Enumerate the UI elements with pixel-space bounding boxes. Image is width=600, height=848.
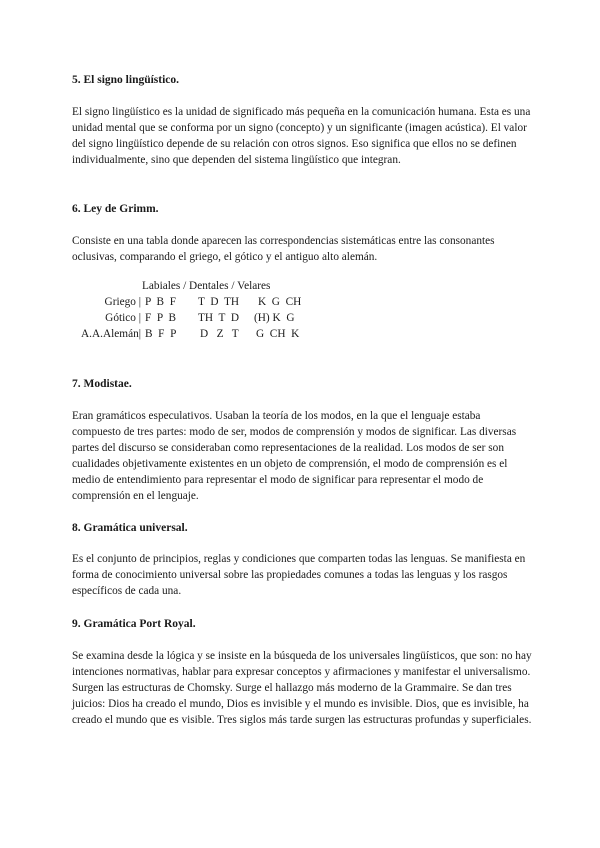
paragraph-modistae: Eran gramáticos especulativos. Usaban la teoría de los modos, en la que el lenguaje estaba compuesto de tres partes: modo de ser, modos de comprensión y modos de significar. Las diversas partes del discurso se consideraban como representaciones de la realidad. Los modos de ser son cualidades objetivamente existentes en un objeto de comprensión, el modo de comprensión es el medio de entendimiento para representar el modo de significar para representar el modo de comprensión en el lenguaje. <box>72 410 517 502</box>
row-lang-griego: Griego | <box>104 296 141 308</box>
row-velares: K G CH <box>258 296 302 308</box>
paragraph-ley-de-grimm: Consiste en una tabla donde aparecen las correspondencias sistemáticas entre las consonantes oclusivas, comparando el griego, el gótico y el antiguo alto alemán. <box>72 235 495 263</box>
paragraph-gramatica-port-royal: Se examina desde la lógica y se insiste en la búsqueda de los universales lingüísticos, que son: no hay intenciones normativas, hablar para expresar conceptos y afirmaciones y manifestar el universalismo. Surgen las estructuras de Chomsky. Surge el hallazgo más moderno de la Grammaire. Se dan tres juicios: Dios ha creado el mundo, Dios es invisible y el mundo es invisible. Dios, que es invisible, ha creado el mundo que es visible. Tres siglos más tarde surgen las estructuras profundas y superficiales. <box>72 650 532 726</box>
row-lang-aa-aleman: A.A.Alemán| <box>81 328 141 340</box>
heading-ley-de-grimm: 6. Ley de Grimm. <box>72 203 159 215</box>
row-velares: G CH K <box>256 328 300 340</box>
paragraph-gramatica-universal: Es el conjunto de principios, reglas y condiciones que comparten todas las lenguas. Se manifiesta en forma de conocimiento universal sobre las propiedades comunes a todas las lenguas y los rasgos específicos de cada una. <box>72 553 526 597</box>
row-labiales: F P B <box>145 312 176 324</box>
heading-modistae: 7. Modistae. <box>72 378 132 390</box>
grimm-table <box>72 278 372 342</box>
row-lang-gotico: Gótico | <box>105 312 141 324</box>
row-dentales: TH T D <box>198 312 240 324</box>
table-header: Labiales / Dentales / Velares <box>142 280 271 292</box>
paragraph-signo-linguistico: El signo lingüístico es la unidad de significado más pequeña en la comunicación humana. Esta es una unidad mental que se conforma por un signo (concepto) y un significante (imagen acústica). El valor del signo lingüístico depende de su relación con otros signos. Eso significa que ellos no se definen individualmente, sino que dependen del sistema lingüístico que integran. <box>72 106 531 166</box>
heading-gramatica-port-royal: 9. Gramática Port Royal. <box>72 618 196 630</box>
row-dentales: D Z T <box>200 328 239 340</box>
row-labiales: B F P <box>145 328 177 340</box>
heading-gramatica-universal: 8. Gramática universal. <box>72 522 188 534</box>
heading-signo-linguistico: 5. El signo lingüístico. <box>72 74 180 86</box>
row-velares: (H) K G <box>254 312 295 324</box>
row-labiales: P B F <box>145 296 176 308</box>
row-dentales: T D TH <box>198 296 240 308</box>
